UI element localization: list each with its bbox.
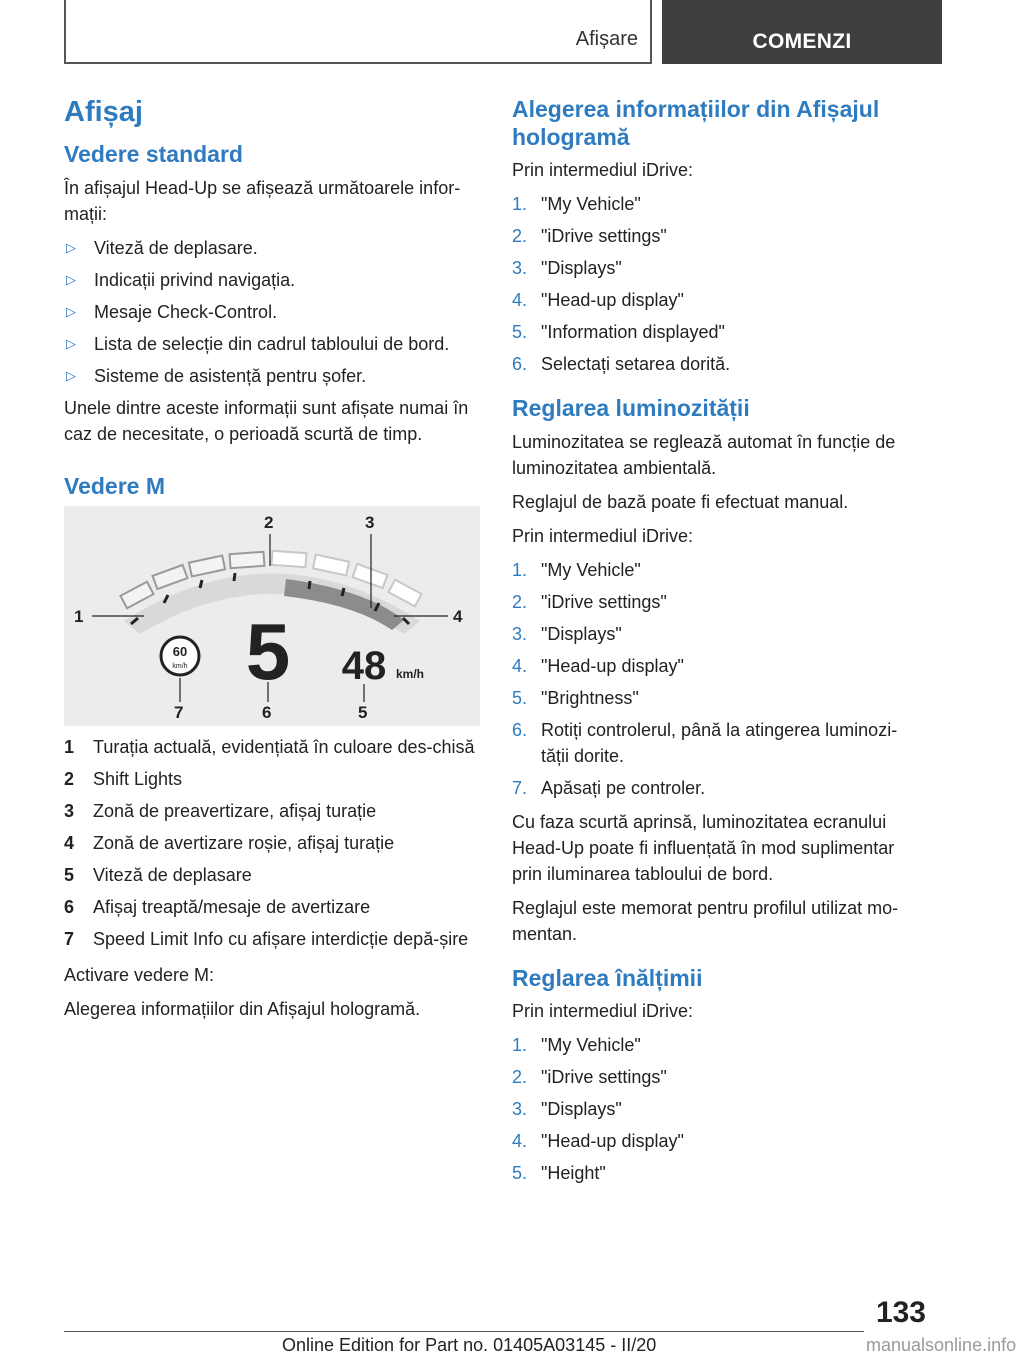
list-item: ▷ Mesaje Check-Control. bbox=[64, 299, 484, 325]
list-item: ▷ Sisteme de asistență pentru șofer. bbox=[64, 363, 484, 389]
triangle-bullet-icon: ▷ bbox=[66, 239, 76, 255]
list-item: ▷ Viteză de deplasare. bbox=[64, 235, 484, 261]
right-column bbox=[512, 96, 924, 1194]
watermark-logo: manualsonline.info bbox=[866, 1335, 1016, 1355]
section-heading-choose-info: Alegerea informațiilor din Afișajul hologramă bbox=[512, 96, 880, 150]
step-item: 4. "Head-up display" bbox=[512, 290, 684, 311]
step-item: 6. Rotiți controlerul, până la atingerea luminozi-tății dorite. bbox=[512, 719, 898, 766]
speed-display: 48 bbox=[341, 644, 387, 689]
steps-list-height bbox=[512, 1032, 924, 1186]
note-paragraph: Unele dintre aceste informații sunt afișate numai în caz de necesitate, o perioadă scurtă de timp. bbox=[64, 397, 469, 444]
step-item: 1. "My Vehicle" bbox=[512, 1035, 641, 1056]
legend-row: 2 Shift Lights bbox=[64, 769, 183, 790]
triangle-bullet-icon: ▷ bbox=[66, 271, 76, 287]
m-view-illustration bbox=[64, 506, 480, 726]
intro-paragraph: În afișajul Head-Up se afișează următoarele infor-mații: bbox=[64, 177, 461, 224]
section-heading-standard-view: Vedere standard bbox=[64, 141, 243, 167]
figure-legend bbox=[64, 734, 484, 952]
step-item: 5. "Height" bbox=[512, 1163, 606, 1184]
step-item: 7. Apăsați pe controler. bbox=[512, 777, 706, 798]
callout-3: 3 bbox=[365, 513, 375, 533]
page-number: 133 bbox=[875, 1296, 926, 1329]
step-item: 2. "iDrive settings" bbox=[512, 591, 667, 612]
triangle-bullet-icon: ▷ bbox=[66, 303, 76, 319]
step-item: 6. Selectați setarea dorită. bbox=[512, 354, 731, 375]
step-item: 4. "Head-up display" bbox=[512, 1131, 684, 1152]
callout-5: 5 bbox=[358, 703, 368, 723]
legend-row: 7 Speed Limit Info cu afișare interdicție depă-șire bbox=[64, 929, 469, 950]
callout-2: 2 bbox=[264, 513, 274, 533]
list-item: ▷ Indicații privind navigația. bbox=[64, 267, 484, 293]
page-title: Afișaj bbox=[64, 96, 143, 128]
step-item: 1. "My Vehicle" bbox=[512, 559, 641, 580]
step-item: 2. "iDrive settings" bbox=[512, 1067, 667, 1088]
step-item: 5. "Information displayed" bbox=[512, 322, 725, 343]
idrive-intro: Prin intermediul iDrive: bbox=[512, 1001, 694, 1022]
triangle-bullet-icon: ▷ bbox=[66, 335, 76, 351]
idrive-intro: Prin intermediul iDrive: bbox=[512, 525, 694, 546]
legend-row: 3 Zonă de preavertizare, afișaj turație bbox=[64, 801, 377, 822]
step-item: 3. "Displays" bbox=[512, 1099, 622, 1120]
brightness-paragraph-4: Reglajul este memorat pentru profilul utilizat mo-mentan. bbox=[512, 897, 899, 944]
speed-limit-unit: km/h bbox=[172, 663, 188, 671]
running-header-frame bbox=[64, 0, 652, 64]
callout-1: 1 bbox=[74, 607, 84, 627]
step-item: 5. "Brightness" bbox=[512, 687, 639, 708]
legend-row: 4 Zonă de avertizare roșie, afișaj turație bbox=[64, 833, 395, 854]
legend-row: 6 Afișaj treaptă/mesaje de avertizare bbox=[64, 897, 371, 918]
idrive-intro: Prin intermediul iDrive: bbox=[512, 160, 694, 181]
brightness-paragraph-3: Cu faza scurtă aprinsă, luminozitatea ecranului Head-Up poate fi influențată în mod suplimentar prin iluminarea tabloului de bord. bbox=[512, 811, 895, 884]
callout-4: 4 bbox=[453, 607, 463, 627]
callout-7: 7 bbox=[174, 703, 184, 723]
steps-list-brightness bbox=[512, 557, 924, 801]
left-column bbox=[64, 96, 484, 1030]
bullet-list bbox=[64, 235, 484, 389]
running-header-section: Afișare bbox=[575, 28, 638, 50]
activate-label: Activare vedere M: bbox=[64, 965, 215, 986]
step-item: 3. "Displays" bbox=[512, 623, 622, 644]
triangle-bullet-icon: ▷ bbox=[66, 367, 76, 383]
gear-display: 5 bbox=[245, 607, 291, 697]
brightness-paragraph-1: Luminozitatea se reglează automat în funcție de luminozitatea ambientală. bbox=[512, 431, 896, 478]
speed-unit: km/h bbox=[396, 667, 425, 682]
section-heading-m-view: Vedere M bbox=[64, 472, 165, 499]
step-item: 2. "iDrive settings" bbox=[512, 226, 667, 247]
speed-limit-value: 60 bbox=[172, 644, 188, 660]
chapter-tab: COMENZI bbox=[662, 0, 942, 64]
activate-path: Alegerea informațiilor din Afișajul hologramă. bbox=[64, 999, 421, 1020]
step-item: 4. "Head-up display" bbox=[512, 655, 684, 676]
section-heading-brightness: Reglarea luminozității bbox=[512, 395, 750, 422]
footer-divider bbox=[64, 1331, 864, 1332]
legend-row: 5 Viteză de deplasare bbox=[64, 865, 252, 886]
edition-footer: Online Edition for Part no. 01405A03145 - II/20 bbox=[282, 1335, 657, 1355]
section-heading-height: Reglarea înălțimii bbox=[512, 964, 703, 991]
step-item: 3. "Displays" bbox=[512, 258, 622, 279]
list-item: ▷ Lista de selecție din cadrul tabloului de bord. bbox=[64, 331, 484, 357]
callout-6: 6 bbox=[262, 703, 272, 723]
brightness-paragraph-2: Reglajul de bază poate fi efectuat manual. bbox=[512, 491, 849, 512]
steps-list-info bbox=[512, 191, 924, 377]
head-up-display-diagram bbox=[64, 506, 480, 726]
legend-row: 1 Turația actuală, evidențiată în culoare des-chisă bbox=[64, 737, 475, 758]
step-item: 1. "My Vehicle" bbox=[512, 194, 641, 215]
